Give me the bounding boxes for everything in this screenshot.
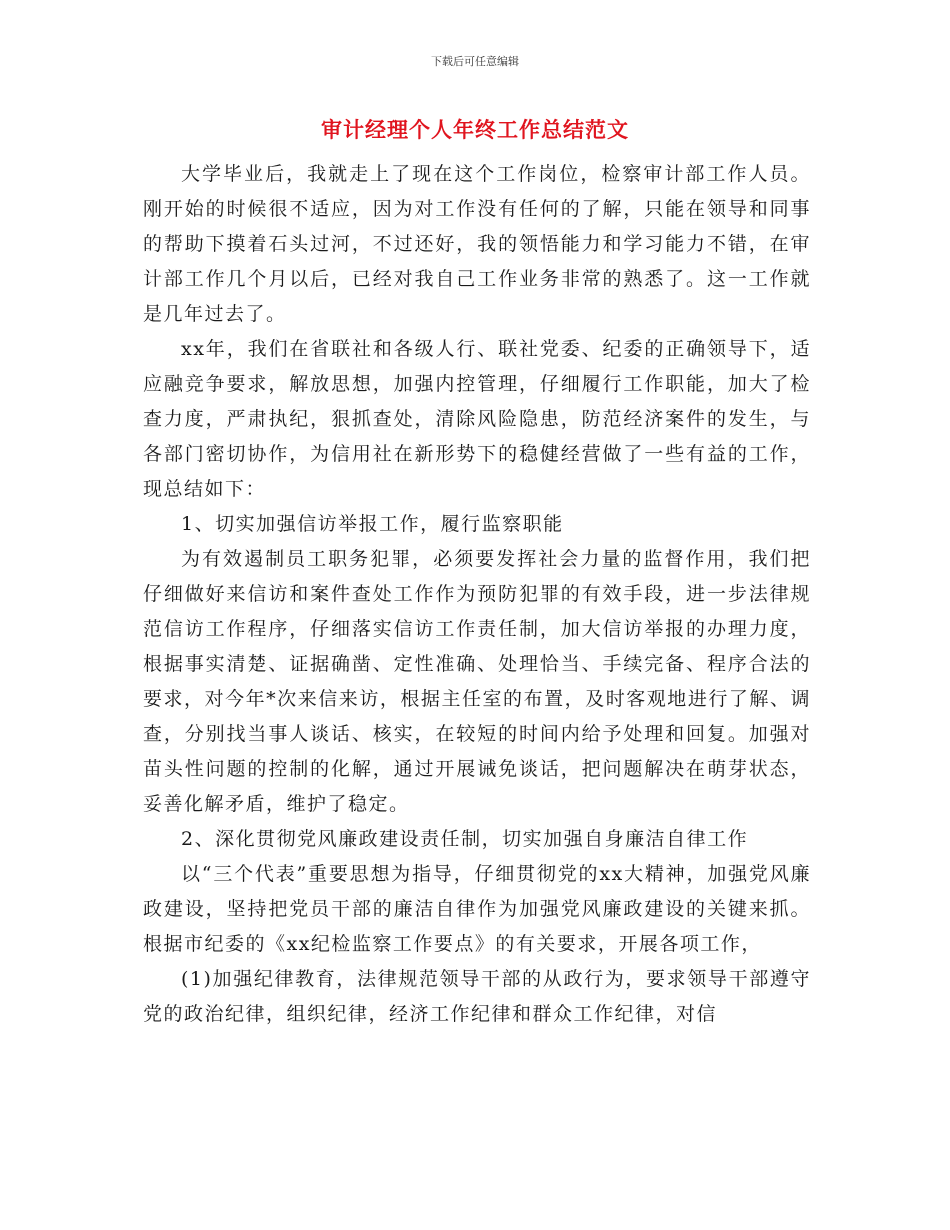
header-note: 下载后可任意编辑 (431, 55, 519, 68)
paragraph-item-1: (1)加强纪律教育，法律规范领导干部的从政行为，要求领导干部遵守党的政治纪律，组织纪律，经济工作纪律和群众工作纪律，对信 (143, 968, 811, 1025)
document-body (143, 157, 811, 1032)
section-heading-2: 2、深化贯彻党风廉政建设责任制，切实加强自身廉洁自律工作 (181, 828, 749, 850)
paragraph-section-2: 以“三个代表”重要思想为指导，仔细贯彻党的xx大精神，加强党风廉政建设，坚持把党员干部的廉洁自律作为加强党风廉政建设的关键来抓。根据市纪委的《xx纪检监察工作要点》的有关要求，开展各项工作， (143, 863, 811, 955)
paragraph-overview: xx年，我们在省联社和各级人行、联社党委、纪委的正确领导下，适应融竞争要求，解放思想，加强内控管理，仔细履行工作职能，加大了检查力度，严肃执纪，狠抓查处，清除风险隐患，防范经济案件的发生，与各部门密切协作，为信用社在新形势下的稳健经营做了一些有益的工作，现总结如下： (143, 338, 811, 500)
paragraph-section-1: 为有效遏制员工职务犯罪，必须要发挥社会力量的监督作用，我们把仔细做好来信访和案件查处工作作为预防犯罪的有效手段，进一步法律规范信访工作程序，仔细落实信访工作责任制，加大信访举报的办理力度，根据事实清楚、证据确凿、定性准确、处理恰当、手续完备、程序合法的要求，对今年*次来信来访，根据主任室的布置，及时客观地进行了解、调查，分别找当事人谈话、核实，在较短的时间内给予处理和回复。加强对苗头性问题的控制的化解，通过开展诫免谈话，把问题解决在萌芽状态，妥善化解矛盾，维护了稳定。 (143, 548, 811, 815)
paragraph-intro: 大学毕业后，我就走上了现在这个工作岗位，检察审计部工作人员。刚开始的时候很不适应，因为对工作没有任何的了解，只能在领导和同事的帮助下摸着石头过河，不过还好，我的领悟能力和学习能力不错，在审计部工作几个月以后，已经对我自己工作业务非常的熟悉了。这一工作就是几年过去了。 (143, 163, 811, 325)
document-title: 审计经理个人年终工作总结范文 (321, 118, 629, 142)
section-heading-1: 1、切实加强信访举报工作，履行监察职能 (181, 513, 564, 535)
